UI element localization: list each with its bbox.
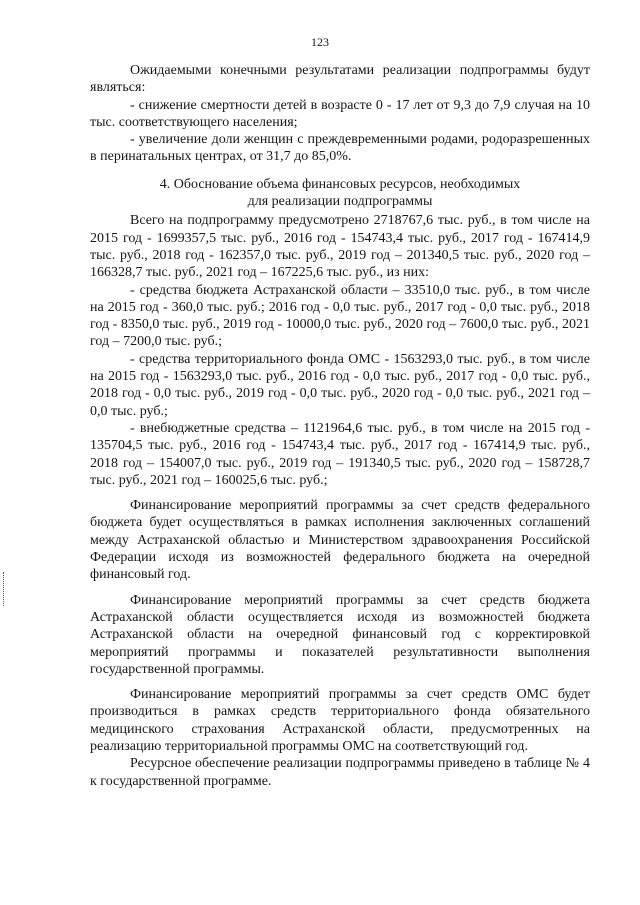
- expected-result-item: - снижение смертности детей в возрасте 0 - 17 лет от 9,3 до 7,9 случая на 10 тыс. соответствующего населения;: [90, 97, 590, 130]
- funding-source-regional-budget: - средства бюджета Астраханской области – 33510,0 тыс. руб., в том числе на 2015 год - 360,0 тыс. руб.; 2016 год - 0,0 тыс. руб., 2017 год - 0,0 тыс. руб., 2018 год - 8350,0 тыс. руб., 2019 год - 10000,0 тыс. руб., 2020 год – 7600,0 тыс. руб., 2021 год – 7200,0 тыс. руб.;: [90, 282, 590, 350]
- section-heading: [90, 176, 590, 211]
- funding-source-extrabudgetary: - внебюджетные средства – 1121964,6 тыс. руб., в том числе на 2015 год - 135704,5 тыс. руб., 2016 год - 154743,4 тыс. руб., 2017 год - 167414,9 тыс. руб., 2018 год – 154007,0 тыс. руб., 2019 год – 191340,5 тыс. руб., 2020 год – 158728,7 тыс. руб., 2021 год – 160025,6 тыс. руб.;: [90, 420, 590, 488]
- scan-edge-mark: [3, 572, 5, 606]
- funding-source-oms-fund: - средства территориального фонда ОМС - 1563293,0 тыс. руб., в том числе на 2015 год - 1563293,0 тыс. руб., 2016 год - 0,0 тыс. руб., 2017 год - 0,0 тыс. руб., 2018 год - 0,0 тыс. руб., 2019 год - 0,0 тыс. руб., 2020 год - 0,0 тыс. руб., 2021 год – 0,0 тыс. руб.;: [90, 351, 590, 419]
- section-heading-line: для реализации подпрограммы: [247, 194, 433, 210]
- paragraph-resource-table-reference: Ресурсное обеспечение реализации подпрограммы приведено в таблице № 4 к государственной программе.: [90, 756, 590, 789]
- paragraph-regional-budget: Финансирование мероприятий программы за счет средств бюджета Астраханской области осуществляется исходя из возможностей бюджета Астраханской области на очередной финансовый год с корректировкой мероприятий программы и показателей результативности выполнения государственной программы.: [90, 592, 590, 677]
- total-funding-paragraph: Всего на подпрограмму предусмотрено 2718767,6 тыс. руб., в том числе на 2015 год - 1699357,5 тыс. руб., 2016 год - 154743,4 тыс. руб., 2017 год - 167414,9 тыс. руб., 2018 год - 162357,0 тыс. руб., 2019 год – 201340,5 тыс. руб., 2020 год – 166328,7 тыс. руб., 2021 год – 167225,6 тыс. руб., из них:: [90, 213, 590, 281]
- expected-results-intro: Ожидаемыми конечными результатами реализации подпрограммы будут являться:: [90, 63, 590, 96]
- expected-result-item: - увеличение доли женщин с преждевременными родами, родоразрешенных в перинатальных центрах, от 31,7 до 85,0%.: [90, 132, 590, 165]
- document-body: [90, 62, 590, 790]
- paragraph-federal-budget: Финансирование мероприятий программы за счет средств федерального бюджета будет осуществляться в рамках исполнения заключенных соглашений между Астраханской областью и Министерством здравоохранения Российской Федерации исходя из возможностей федерального бюджета на очередной финансовый год.: [90, 498, 590, 583]
- paragraph-oms-financing: Финансирование мероприятий программы за счет средств ОМС будет производиться в рамках средств территориального фонда обязательного медицинского страхования Астраханской области, предусмотренных на реализацию территориальной программы ОМС на соответствующий год.: [90, 687, 590, 754]
- section-heading-line: 4. Обоснование объема финансовых ресурсов, необходимых: [159, 176, 521, 192]
- page-number: 123: [311, 35, 329, 49]
